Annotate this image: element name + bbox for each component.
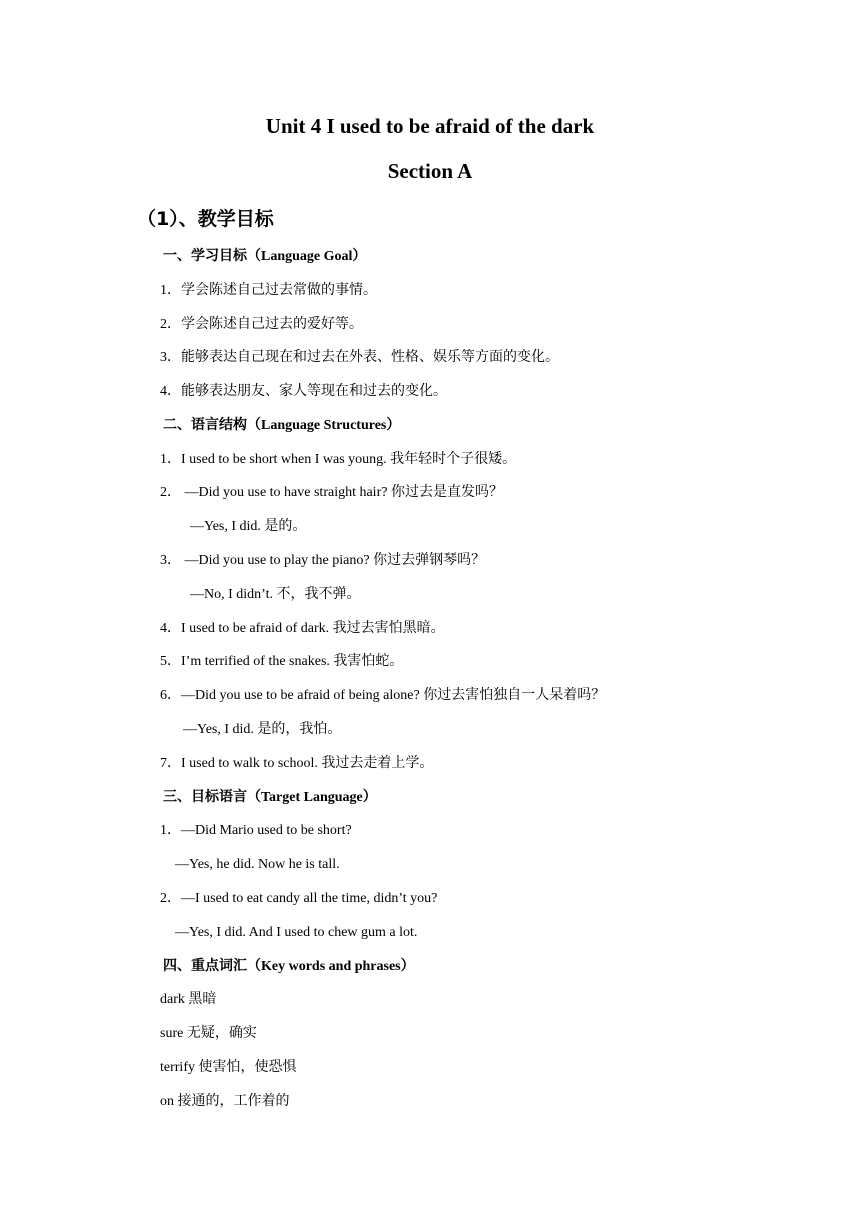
list-item: 2．—I used to eat candy all the time, didn’t you?: [160, 891, 438, 906]
subhead-language-goal: 一、学习目标（Language Goal）: [163, 249, 367, 264]
list-item: 4．I used to be afraid of dark. 我过去害怕黑暗。: [160, 621, 445, 636]
section-heading: （1）、教学目标: [137, 208, 274, 230]
document-title: Unit 4 I used to be afraid of the dark: [265, 114, 595, 138]
list-item: 2． —Did you use to have straight hair? 你过去是直发吗？: [160, 485, 503, 500]
list-item: 3．能够表达自己现在和过去在外表、性格、娱乐等方面的变化。: [160, 350, 559, 365]
list-item: 2．学会陈述自己过去的爱好等。: [160, 317, 363, 332]
list-item: 3． —Did you use to play the piano? 你过去弹钢琴吗？: [160, 553, 486, 568]
list-item-continuation: —Yes, he did. Now he is tall.: [175, 857, 340, 872]
vocab-item: sure 无疑，确实: [160, 1026, 257, 1041]
list-item-continuation: —Yes, I did. 是的，我怕。: [183, 722, 342, 737]
list-item: 6．—Did you use to be afraid of being alone? 你过去害怕独自一人呆着吗？: [160, 688, 606, 703]
list-item-continuation: —Yes, I did. And I used to chew gum a lot.: [175, 925, 418, 940]
vocab-item: dark 黑暗: [160, 992, 217, 1007]
list-item: 7．I used to walk to school. 我过去走着上学。: [160, 756, 434, 771]
subhead-key-words: 四、重点词汇（Key words and phrases）: [163, 959, 415, 974]
document-subtitle: Section A: [387, 159, 473, 183]
vocab-item: on 接通的，工作着的: [160, 1094, 290, 1109]
subhead-target-language: 三、目标语言（Target Language）: [163, 790, 377, 805]
list-item: 1．I used to be short when I was young. 我年轻时个子很矮。: [160, 452, 517, 467]
list-item: 1．学会陈述自己过去常做的事情。: [160, 283, 377, 298]
list-item-continuation: —No, I didn’t. 不，我不弹。: [190, 587, 361, 602]
vocab-item: terrify 使害怕，使恐惧: [160, 1060, 297, 1075]
list-item: 1．—Did Mario used to be short?: [160, 823, 352, 838]
subhead-language-structures: 二、语言结构（Language Structures）: [163, 418, 401, 433]
list-item: 5．I’m terrified of the snakes. 我害怕蛇。: [160, 654, 404, 669]
list-item: 4．能够表达朋友、家人等现在和过去的变化。: [160, 384, 447, 399]
list-item-continuation: —Yes, I did. 是的。: [190, 519, 307, 534]
